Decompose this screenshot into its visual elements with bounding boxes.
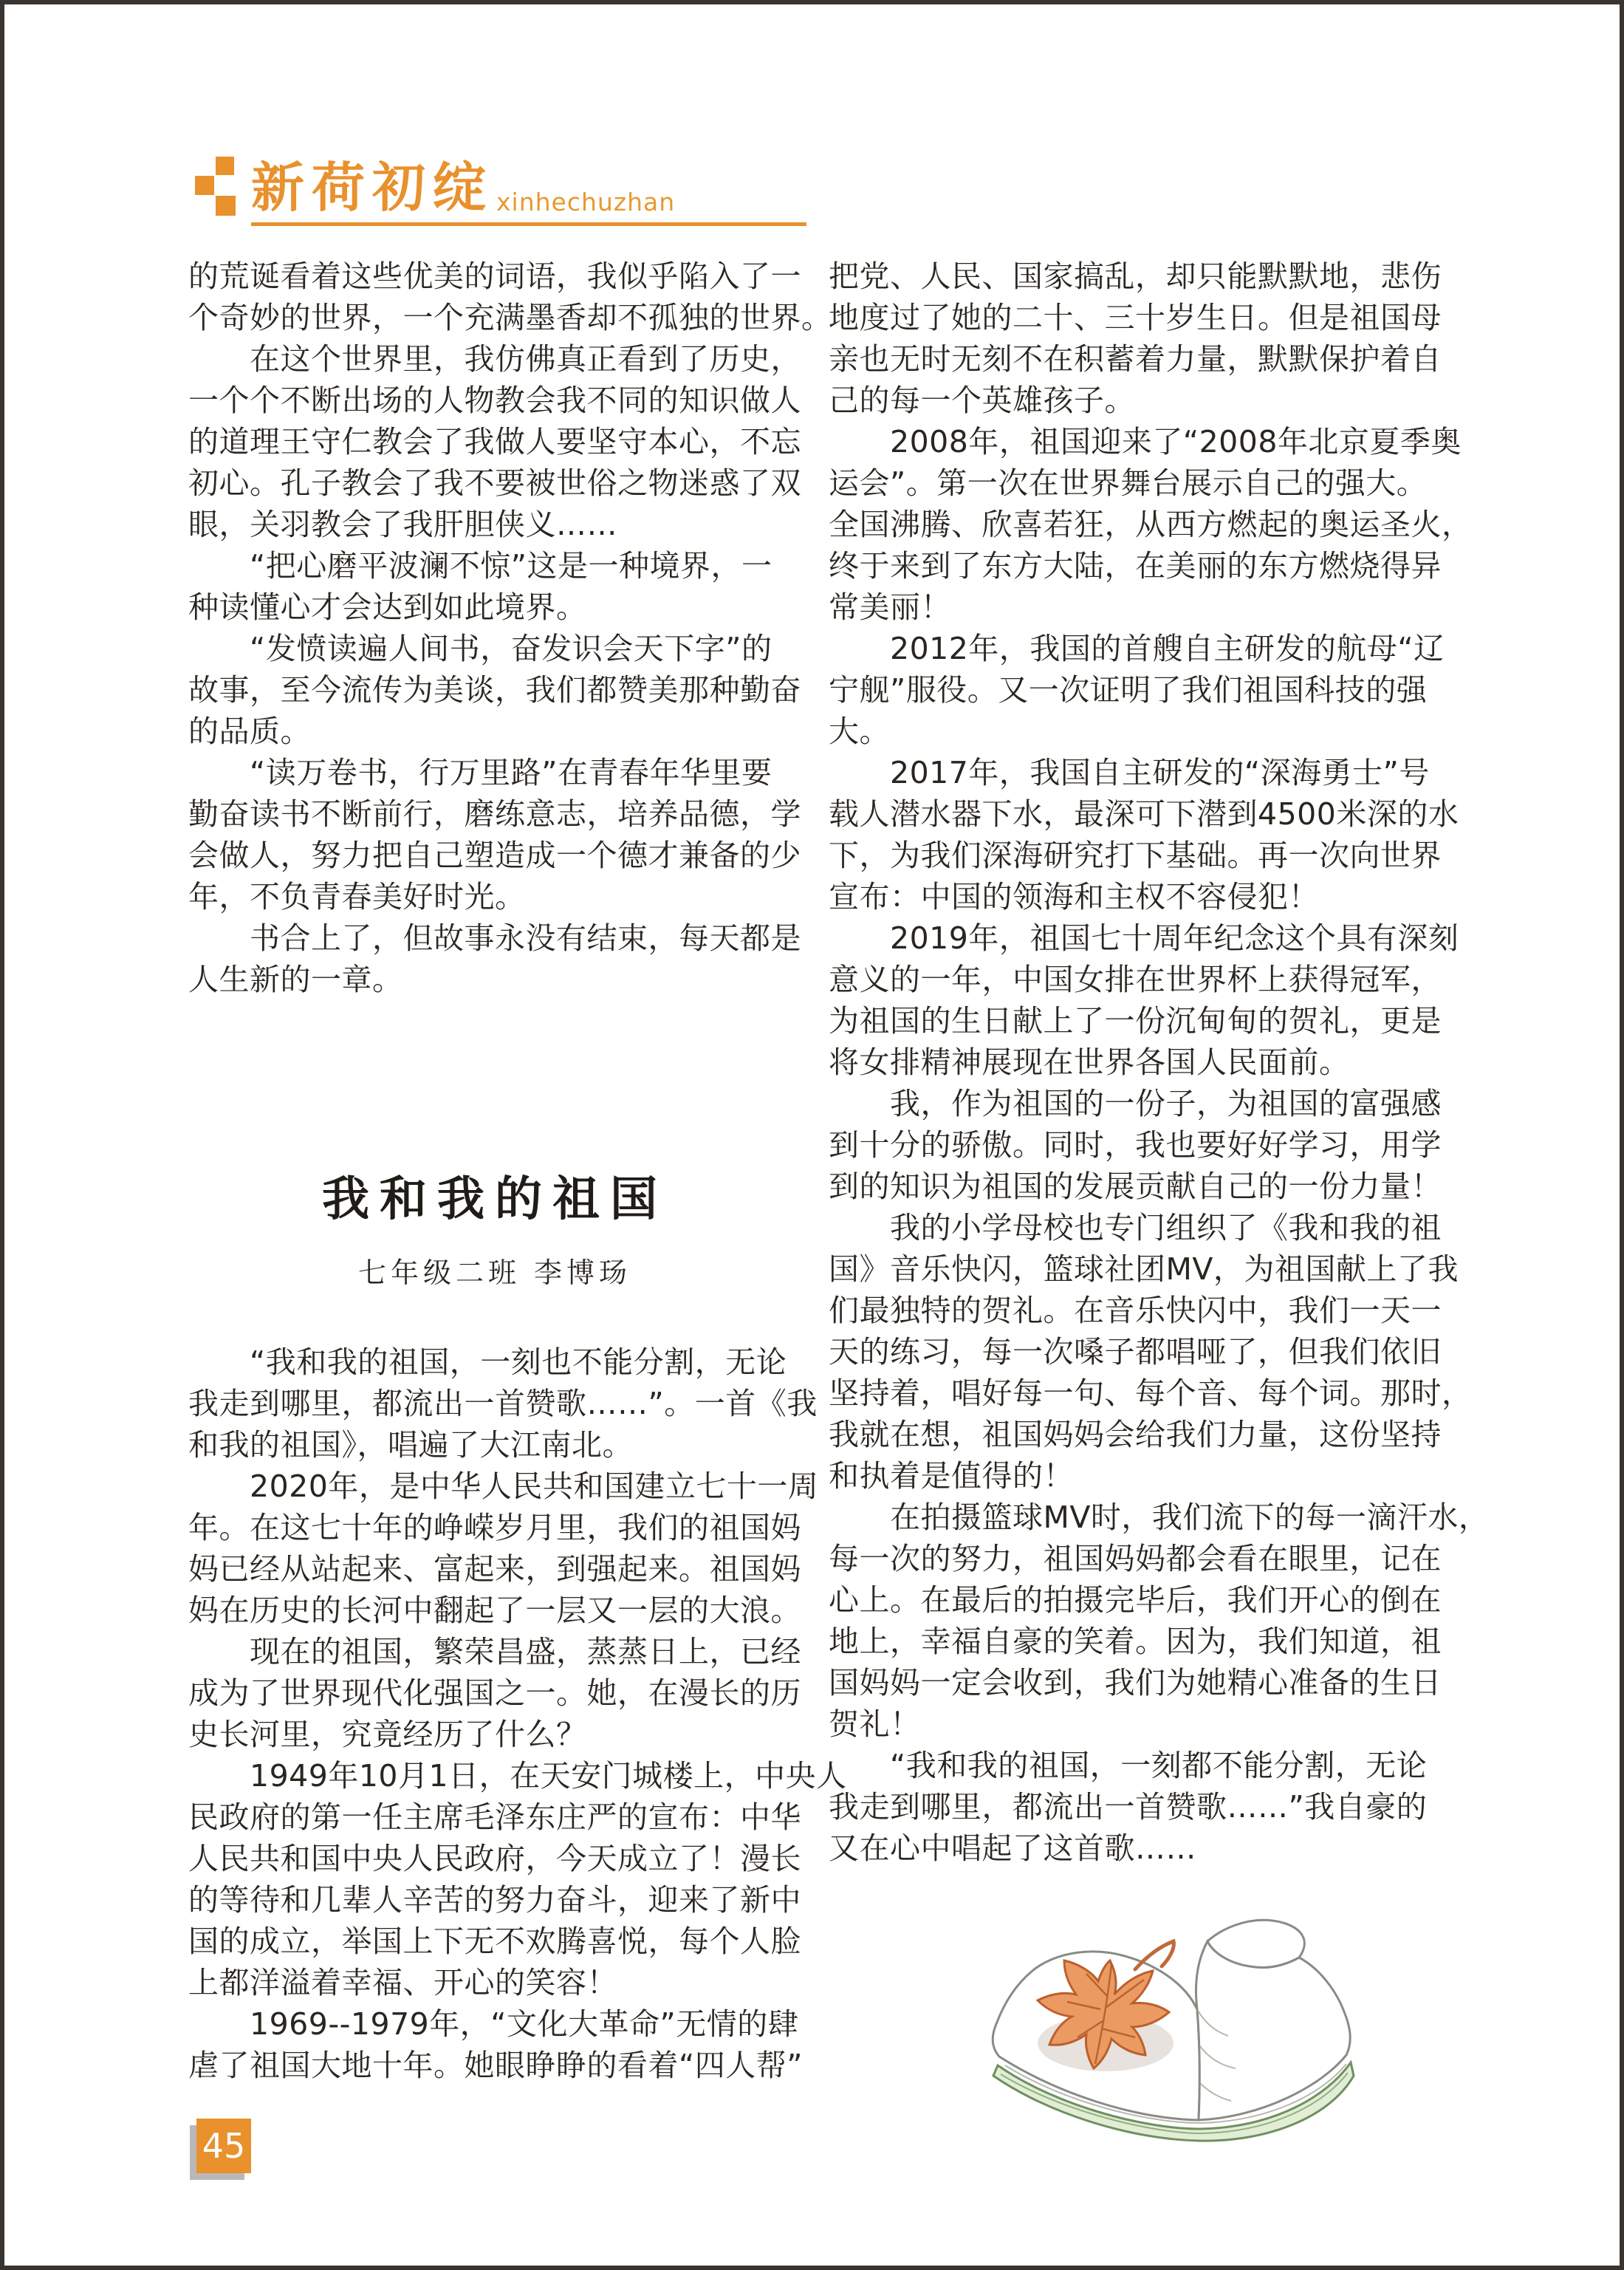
text-line: 年。在这七十年的峥嵘岁月里，我们的祖国妈 — [188, 1510, 801, 1545]
text-line: 2008年，祖国迎来了“2008年北京夏季奥 — [829, 424, 1462, 459]
text-line: 人民共和国中央人民政府，今天成立了！漫长 — [188, 1841, 801, 1876]
left-column-essay1-text — [188, 256, 832, 1000]
text-line: 到十分的骄傲。同时，我也要好好学习，用学 — [829, 1127, 1442, 1163]
text-line: 种读懂心才会达到如此境界。 — [188, 589, 587, 625]
text-line: 载人潜水器下水，最深可下潜到4500米深的水 — [829, 796, 1459, 832]
text-line: 我就在想，祖国妈妈会给我们力量，这份坚持 — [829, 1417, 1442, 1452]
text-line: 运会”。第一次在世界舞台展示自己的强大。 — [829, 465, 1428, 501]
text-line: 初心。孔子教会了我不要被世俗之物迷惑了双 — [188, 465, 801, 501]
text-line: 民政府的第一任主席毛泽东庄严的宣布：中华 — [188, 1799, 801, 1835]
text-line: 意义的一年，中国女排在世界杯上获得冠军， — [829, 962, 1442, 997]
text-line: “我和我的祖国，一刻也不能分割，无论 — [188, 1344, 787, 1380]
text-line: 宁舰”服役。又一次证明了我们祖国科技的强 — [829, 672, 1428, 708]
text-line: 2017年，我国自主研发的“深海勇士”号 — [829, 755, 1430, 790]
text-line: 我的小学母校也专门组织了《我和我的祖 — [829, 1210, 1442, 1245]
text-line: 的品质。 — [188, 714, 311, 749]
text-line: 成为了世界现代化强国之一。她，在漫长的历 — [188, 1675, 801, 1711]
text-line: 眼，关羽教会了我肝胆侠义…… — [188, 507, 617, 542]
logo-square — [216, 157, 234, 175]
text-line: 年，不负青春美好时光。 — [188, 879, 526, 915]
logo-square — [216, 196, 236, 216]
text-line: 宣布：中国的领海和主权不容侵犯！ — [829, 879, 1319, 915]
text-line: 到的知识为祖国的发展贡献自己的一份力量！ — [829, 1169, 1442, 1204]
text-line: 上都洋溢着幸福、开心的笑容！ — [188, 1965, 617, 2000]
text-line: 国妈妈一定会收到，我们为她精心准备的生日 — [829, 1665, 1442, 1700]
text-line: 我走到哪里，都流出一首赞歌……”我自豪的 — [829, 1789, 1428, 1825]
text-line: 2020年，是中华人民共和国建立七十一周 — [188, 1469, 819, 1504]
text-line: “读万卷书，行万里路”在青春年华里要 — [188, 755, 772, 790]
text-line: 国的成立，举国上下无不欢腾喜悦，每个人脸 — [188, 1924, 801, 1959]
text-line: 人生新的一章。 — [188, 962, 403, 997]
text-line: 2012年，我国的首艘自主研发的航母“辽 — [829, 631, 1445, 666]
text-line: 虐了祖国大地十年。她眼睁睁的看着“四人帮” — [188, 2048, 803, 2083]
left-column-essay2-text — [188, 1341, 847, 2086]
text-line: 会做人，努力把自己塑造成一个德才兼备的少 — [188, 838, 801, 873]
text-line: 故事，至今流传为美谈，我们都赞美那种勤奋 — [188, 672, 801, 708]
essay-byline: 七年级二班 李博玚 — [357, 1257, 632, 1289]
text-line: 我，作为祖国的一份子，为祖国的富强感 — [829, 1086, 1442, 1121]
text-line: 2019年，祖国七十周年纪念这个具有深刻 — [829, 920, 1459, 956]
text-line: 我走到哪里，都流出一首赞歌……”。一首《我 — [188, 1386, 818, 1421]
text-line: 为祖国的生日献上了一份沉甸甸的贺礼，更是 — [829, 1003, 1442, 1039]
text-line: 的荒诞看着这些优美的词语，我似乎陷入了一 — [188, 259, 801, 294]
page-number-badge: 45 — [196, 2119, 251, 2173]
text-line: 在这个世界里，我仿佛真正看到了历史， — [188, 341, 801, 377]
text-line: 己的每一个英雄孩子。 — [829, 383, 1135, 418]
text-line: 1969--1979年，“文化大革命”无情的肆 — [188, 2006, 799, 2042]
text-line: 大。 — [829, 714, 890, 749]
text-line: “我和我的祖国，一刻都不能分割，无论 — [829, 1748, 1428, 1783]
text-line: 妈已经从站起来、富起来，到强起来。祖国妈 — [188, 1551, 801, 1587]
text-line: 将女排精神展现在世界各国人民面前。 — [829, 1045, 1350, 1080]
text-line: 国》音乐快闪，篮球社团MV，为祖国献上了我 — [829, 1251, 1459, 1287]
logo-square — [195, 176, 214, 195]
text-line: 每一次的努力，祖国妈妈都会看在眼里，记在 — [829, 1541, 1442, 1576]
magazine-section-title: 新荷初绽 — [251, 157, 494, 219]
text-line: 天的练习，每一次嗓子都唱哑了，但我们依旧 — [829, 1334, 1442, 1370]
text-line: 地上，幸福自豪的笑着。因为，我们知道，祖 — [829, 1624, 1442, 1659]
text-line: 妈在历史的长河中翻起了一层又一层的大浪。 — [188, 1593, 801, 1628]
text-line: 常美丽！ — [829, 589, 951, 625]
text-line: 一个个不断出场的人物教会我不同的知识做人 — [188, 383, 801, 418]
logo-squares-icon — [195, 157, 236, 216]
text-line: 个奇妙的世界，一个充满墨香却不孤独的世界。 — [188, 300, 832, 335]
text-line: 坚持着，唱好每一句、每个音、每个词。那时， — [829, 1375, 1473, 1411]
text-line: 们最独特的贺礼。在音乐快闪中，我们一天一 — [829, 1293, 1442, 1328]
text-line: 的道理王守仁教会了我做人要坚守本心，不忘 — [188, 424, 801, 459]
text-line: “把心磨平波澜不惊”这是一种境界，一 — [188, 548, 772, 584]
text-line: 地度过了她的二十、三十岁生日。但是祖国母 — [829, 300, 1442, 335]
text-line: 心上。在最后的拍摄完毕后，我们开心的倒在 — [829, 1582, 1442, 1618]
text-line: 贺礼！ — [829, 1706, 921, 1742]
text-line: 现在的祖国，繁荣昌盛，蒸蒸日上，已经 — [188, 1634, 801, 1669]
text-line: 终于来到了东方大陆，在美丽的东方燃烧得异 — [829, 548, 1442, 584]
open-book-illustration — [949, 1898, 1377, 2164]
text-line: “发愤读遍人间书，奋发识会天下字”的 — [188, 631, 772, 666]
text-line: 和我的祖国》，唱遍了大江南北。 — [188, 1427, 633, 1463]
essay-title: 我和我的祖国 — [322, 1172, 668, 1227]
text-line: 把党、人民、国家搞乱，却只能默默地，悲伤 — [829, 259, 1442, 294]
text-line: 史长河里，究竟经历了什么？ — [188, 1717, 587, 1752]
text-line: 的等待和几辈人辛苦的努力奋斗，迎来了新中 — [188, 1882, 801, 1918]
text-line: 勤奋读书不断前行，磨练意志，培养品德，学 — [188, 796, 801, 832]
text-line: 和执着是值得的！ — [829, 1458, 1074, 1494]
text-line: 全国沸腾、欣喜若狂，从西方燃起的奥运圣火， — [829, 507, 1473, 542]
right-column-text — [829, 256, 1490, 1869]
text-line: 书合上了，但故事永没有结束，每天都是 — [188, 920, 801, 956]
text-line: 亲也无时无刻不在积蓄着力量，默默保护着自 — [829, 341, 1442, 377]
header-underline — [251, 222, 806, 226]
text-line: 又在心中唱起了这首歌…… — [829, 1830, 1196, 1866]
text-line: 1949年10月1日，在天安门城楼上，中央人 — [188, 1758, 847, 1794]
magazine-section-pinyin: xinhechuzhan — [496, 188, 676, 216]
text-line: 在拍摄篮球MV时，我们流下的每一滴汗水， — [829, 1500, 1490, 1535]
text-line: 下，为我们深海研究打下基础。再一次向世界 — [829, 838, 1442, 873]
